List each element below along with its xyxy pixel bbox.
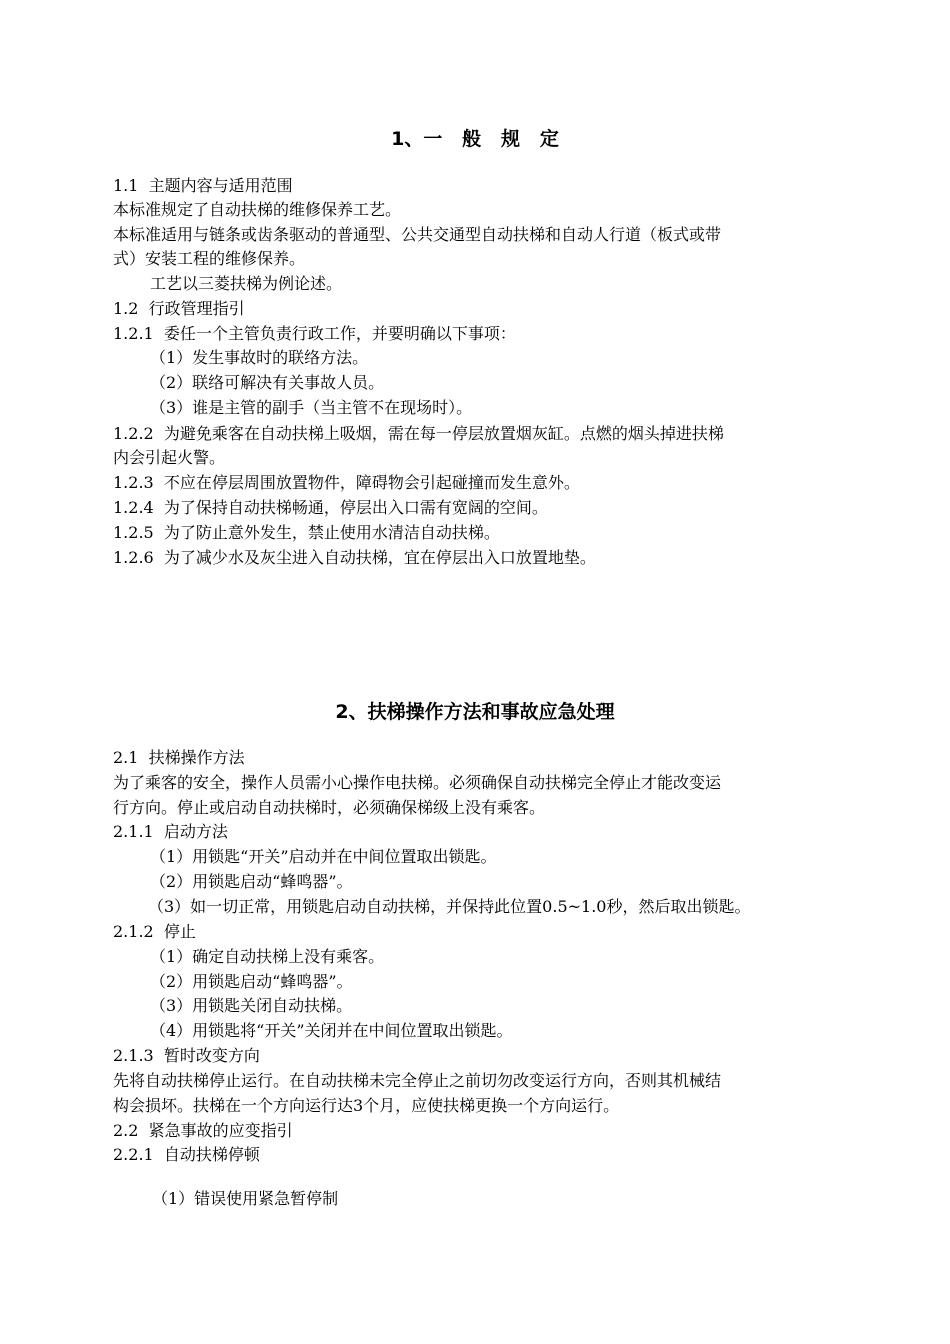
clause-1-1-title: 1.1 主题内容与适用范围 bbox=[113, 176, 293, 195]
list-item: （2）联络可解决有关事故人员。 bbox=[150, 373, 385, 392]
clause-2-1-3-title: 2.1.3 暂时改变方向 bbox=[113, 1046, 260, 1065]
paragraph: 为了乘客的安全，操作人员需小心操作电扶梯。必须确保自动扶梯完全停止才能改变运 bbox=[113, 773, 722, 792]
section-1-heading: 1、一 般 规 定 bbox=[391, 128, 559, 150]
clause-1-2-3: 1.2.3 不应在停层周围放置物件，障碍物会引起碰撞而发生意外。 bbox=[113, 473, 580, 492]
clause-1-2-5: 1.2.5 为了防止意外发生，禁止使用水清洁自动扶梯。 bbox=[113, 523, 500, 542]
clause-2-1-2-title: 2.1.2 停止 bbox=[113, 922, 196, 941]
clause-2-1-1-title: 2.1.1 启动方法 bbox=[113, 822, 228, 841]
list-item: （2）用锁匙启动“蜂鸣器”。 bbox=[150, 972, 353, 991]
section-2-heading: 2、扶梯操作方法和事故应急处理 bbox=[335, 701, 615, 723]
list-item: （3）用锁匙关闭自动扶梯。 bbox=[150, 996, 353, 1015]
paragraph: 本标准规定了自动扶梯的维修保养工艺。 bbox=[113, 200, 402, 219]
clause-2-1-title: 2.1 扶梯操作方法 bbox=[113, 748, 245, 767]
list-item: （1）确定自动扶梯上没有乘客。 bbox=[150, 947, 385, 966]
list-item: （3）谁是主管的副手（当主管不在现场时）。 bbox=[150, 398, 473, 417]
clause-1-2-6: 1.2.6 为了减少水及灰尘进入自动扶梯，宜在停层出入口放置地垫。 bbox=[113, 548, 596, 567]
paragraph: 式）安装工程的维修保养。 bbox=[113, 249, 306, 268]
list-item: （4）用锁匙将“开关”关闭并在中间位置取出锁匙。 bbox=[150, 1021, 513, 1040]
list-item: （3）如一切正常，用锁匙启动自动扶梯，并保持此位置0.5~1.0秒，然后取出锁匙。 bbox=[148, 897, 751, 916]
clause-2-2-1-title: 2.2.1 自动扶梯停顿 bbox=[113, 1145, 260, 1164]
clause-1-2-title: 1.2 行政管理指引 bbox=[113, 299, 245, 318]
list-item: （1）用锁匙“开关”启动并在中间位置取出锁匙。 bbox=[150, 847, 497, 866]
paragraph: 先将自动扶梯停止运行。在自动扶梯未完全停止之前切勿改变运行方向，否则其机械结 bbox=[113, 1071, 722, 1090]
list-item: （1）错误使用紧急暂停制 bbox=[152, 1189, 339, 1208]
paragraph: 内会引起火警。 bbox=[113, 448, 226, 467]
paragraph: 构会损坏。扶梯在一个方向运行达3个月，应使扶梯更换一个方向运行。 bbox=[113, 1096, 620, 1115]
clause-1-2-4: 1.2.4 为了保持自动扶梯畅通，停层出入口需有宽阔的空间。 bbox=[113, 498, 548, 517]
paragraph: 行方向。停止或启动自动扶梯时，必须确保梯级上没有乘客。 bbox=[113, 798, 546, 817]
paragraph: 工艺以三菱扶梯为例论述。 bbox=[150, 274, 343, 293]
clause-1-2-2: 1.2.2 为避免乘客在自动扶梯上吸烟，需在每一停层放置烟灰缸。点燃的烟头掉进扶梯 bbox=[113, 424, 724, 443]
paragraph: 本标准适用与链条或齿条驱动的普通型、公共交通型自动扶梯和自动人行道（板式或带 bbox=[113, 225, 722, 244]
list-item: （1）发生事故时的联络方法。 bbox=[150, 348, 369, 367]
clause-1-2-1: 1.2.1 委任一个主管负责行政工作，并要明确以下事项： bbox=[113, 324, 516, 343]
clause-2-2-title: 2.2 紧急事故的应变指引 bbox=[113, 1121, 293, 1140]
list-item: （2）用锁匙启动“蜂鸣器”。 bbox=[150, 872, 353, 891]
